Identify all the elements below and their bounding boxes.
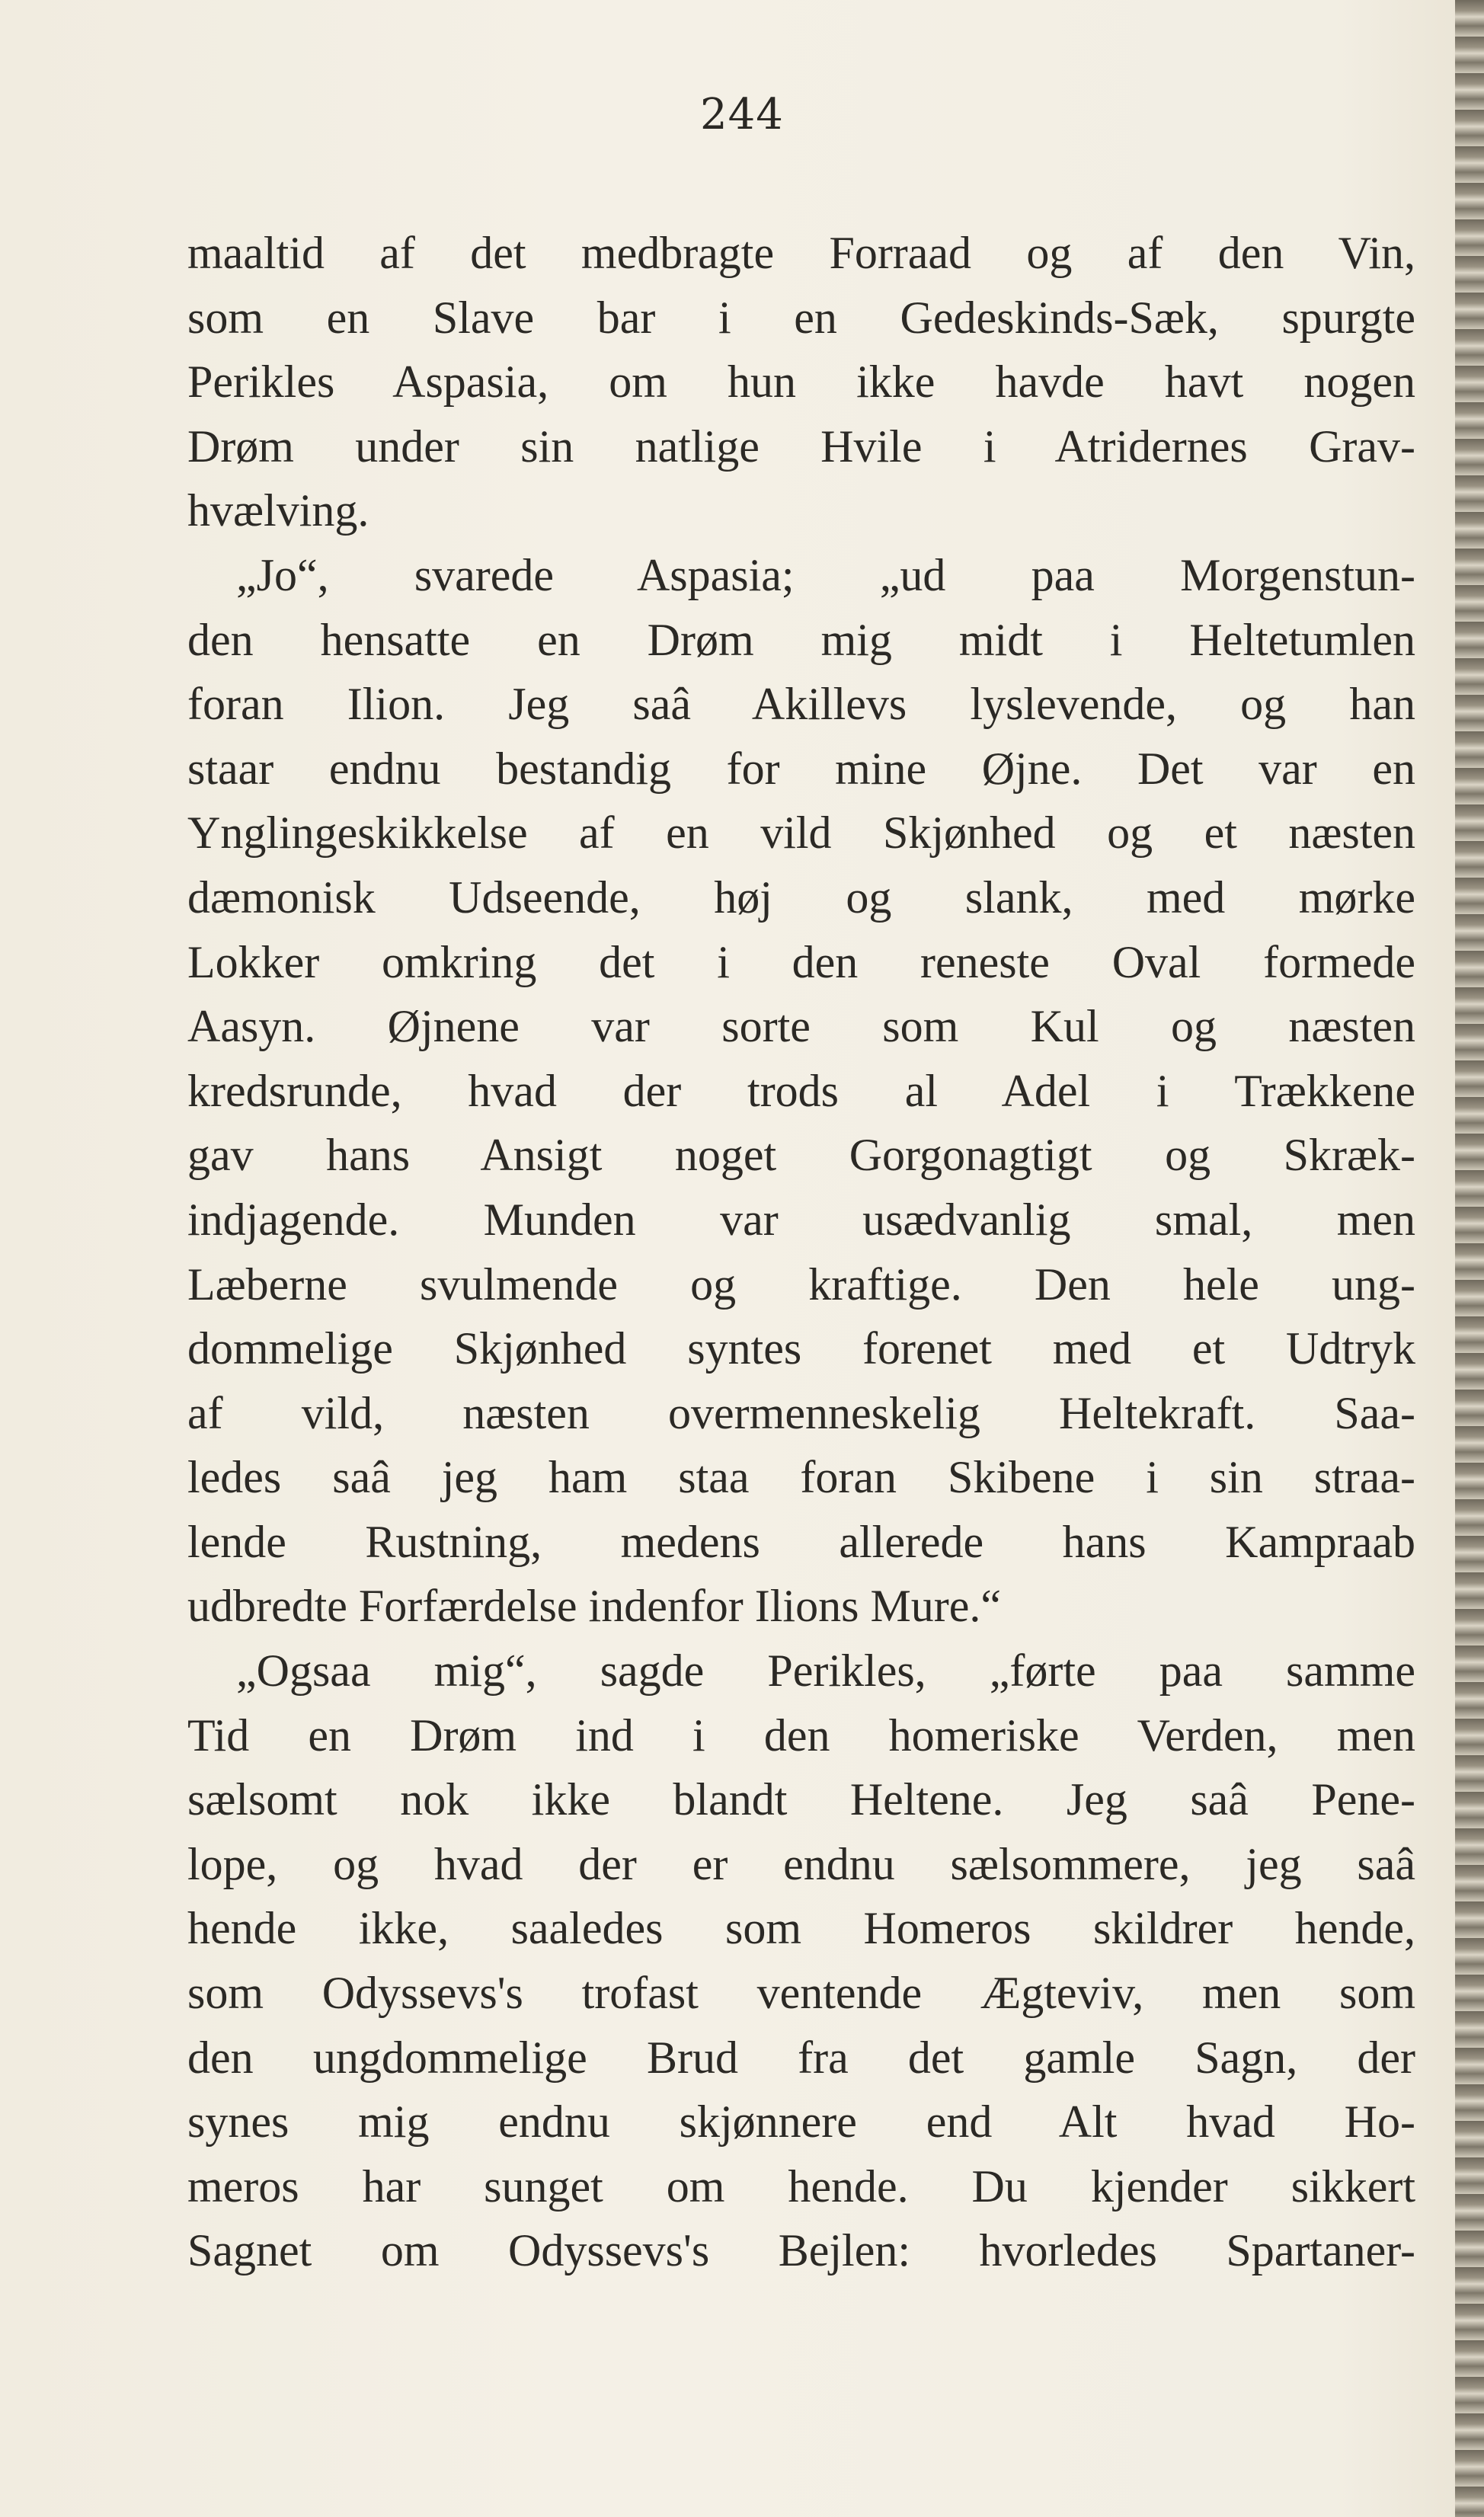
text-line: hvælving.: [187, 485, 369, 536]
text-line: Læberne svulmende og kraftige. Den hele ung-: [187, 1258, 1415, 1310]
text-line: Sagnet om Odyssevs's Bejlen: hvorledes Spartaner-: [187, 2225, 1415, 2276]
text-line: Ynglingeskikkelse af en vild Skjønhed og et næsten: [187, 808, 1415, 859]
text-line: som Odyssevs's trofast ventende Ægteviv, men som: [187, 1968, 1415, 2019]
text-line: hende ikke, saaledes som Homeros skildrer hende,: [187, 1903, 1415, 1954]
text-line: dommelige Skjønhed syntes forenet med et Udtryk: [187, 1323, 1415, 1374]
text-line: „Ogsaa mig“, sagde Perikles, „førte paa samme: [236, 1645, 1415, 1697]
text-line: som en Slave bar i en Gedeskinds-Sæk, spurgte: [187, 292, 1415, 343]
text-line: lende Rustning, medens allerede hans Kampraab: [187, 1516, 1415, 1567]
text-line: udbredte Forfærdelse indenfor Ilions Mure.“: [187, 1581, 1002, 1632]
text-line: Aasyn. Øjnene var sorte som Kul og næsten: [187, 1001, 1415, 1052]
text-line: gav hans Ansigt noget Gorgonagtigt og Skræk-: [187, 1130, 1415, 1181]
text-line: maaltid af det medbragte Forraad og af den Vin,: [187, 228, 1415, 278]
page-number: 244: [700, 90, 784, 139]
text-line: foran Ilion. Jeg saâ Akillevs lyslevende, og han: [187, 679, 1415, 730]
text-line: Tid en Drøm ind i den homeriske Verden, men: [187, 1709, 1415, 1761]
text-line: kredsrunde, hvad der trods al Adel i Trækkene: [187, 1065, 1415, 1116]
text-line: Lokker omkring det i den reneste Oval formede: [187, 936, 1415, 987]
page-edge-shadow: [1455, 0, 1484, 2517]
text-line: synes mig endnu skjønnere end Alt hvad Ho-: [187, 2096, 1415, 2148]
text-line: af vild, næsten overmenneskelig Heltekraft. Saa-: [187, 1387, 1415, 1438]
text-line: ledes saâ jeg ham staa foran Skibene i sin straa-: [187, 1452, 1415, 1503]
text-line: den ungdommelige Brud fra det gamle Sagn, der: [187, 2032, 1415, 2083]
text-line: indjagende. Munden var usædvanlig smal, men: [187, 1194, 1415, 1245]
text-line: den hensatte en Drøm mig midt i Heltetumlen: [187, 614, 1415, 665]
text-line: „Jo“, svarede Aspasia; „ud paa Morgenstun-: [236, 549, 1415, 600]
text-line: dæmonisk Udseende, høj og slank, med mørke: [187, 872, 1415, 923]
text-line: sælsomt nok ikke blandt Heltene. Jeg saâ Pene-: [187, 1774, 1415, 1825]
text-line: Drøm under sin natlige Hvile i Atridernes Grav-: [187, 421, 1415, 472]
body-text: [187, 221, 1415, 2283]
text-line: lope, og hvad der er endnu sælsommere, jeg saâ: [187, 1838, 1415, 1889]
text-line: Perikles Aspasia, om hun ikke havde havt nogen: [187, 357, 1415, 408]
text-line: meros har sunget om hende. Du kjender sikkert: [187, 2160, 1415, 2212]
text-line: staar endnu bestandig for mine Øjne. Det var en: [187, 743, 1415, 794]
